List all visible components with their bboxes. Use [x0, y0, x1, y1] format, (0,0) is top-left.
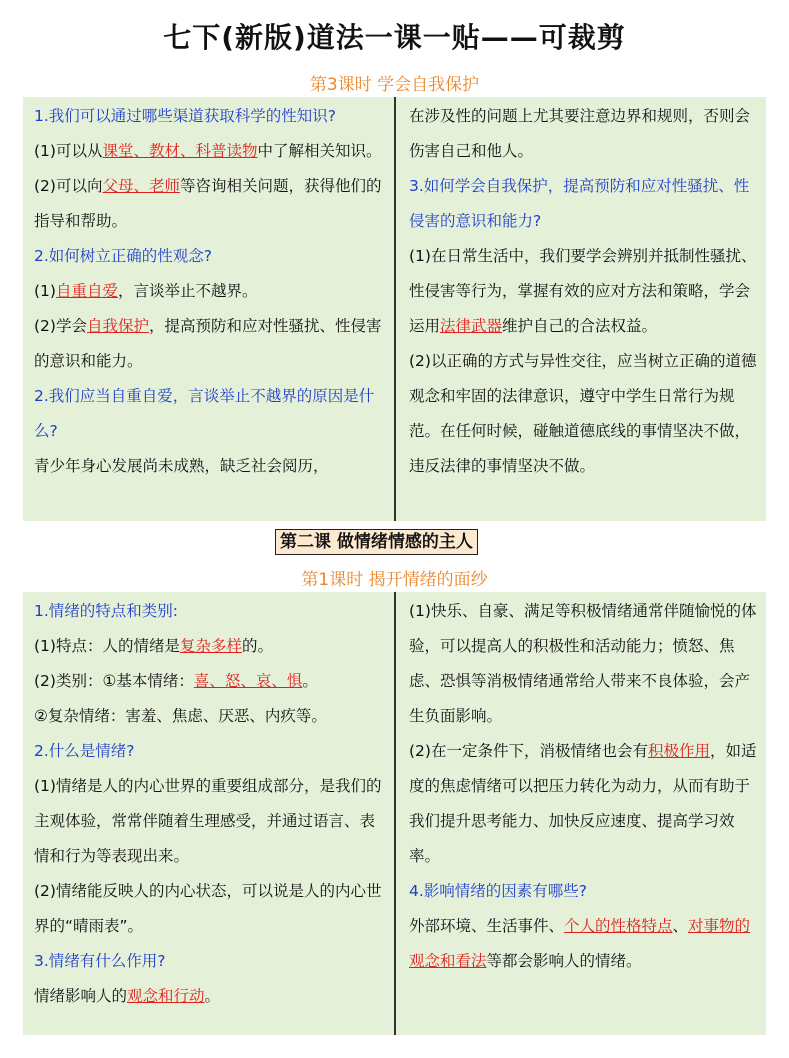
key-point: 父母、老师 — [102, 177, 180, 195]
answer: (2)情绪能反映人的内心状态，可以说是人的内心世界的“晴雨表”。 — [34, 882, 382, 935]
question: 2.什么是情绪? — [34, 742, 135, 760]
question: 1.我们可以通过哪些渠道获取科学的性知识? — [34, 107, 337, 125]
answer: (1)情绪是人的内心世界的重要组成部分，是我们的主观体验，常常伴随着生理感受，并通过语言、表情和行为等表现出来。 — [34, 777, 382, 865]
column-divider — [394, 592, 396, 1035]
question: 4.影响情绪的因素有哪些? — [409, 882, 588, 900]
answer: ②复杂情绪：害羞、焦虑、厌恶、内疚等。 — [34, 707, 327, 725]
answer: (1)可以从课堂、教材、科普读物中了解相关知识。(2)可以向父母、老师等咨询相关问题，获得他们的指导和帮助。 — [34, 142, 382, 230]
answer: (2)以正确的方式与异性交往，应当树立正确的道德观念和牢固的法律意识，遵守中学生日常行为规范。在任何时候，碰触道德底线的事情坚决不做，违反法律的事情坚决不做。 — [409, 352, 757, 475]
key-point: 积极作用 — [647, 742, 710, 760]
answer: (2)在一定条件下，消极情绪也会有积极作用，如适度的焦虑情绪可以把压力转化为动力，从而有助于我们提升思考能力、加快反应速度、提高学习效率。 — [409, 742, 757, 865]
key-point: 自我保护 — [86, 317, 149, 335]
question: 2.我们应当自重自爱，言谈举止不越界的原因是什么? — [34, 387, 375, 440]
key-point: 课堂、教材、科普读物 — [102, 142, 258, 160]
left-column — [34, 99, 387, 484]
key-point: 法律武器 — [440, 317, 503, 335]
question: 3.情绪有什么作用? — [34, 952, 166, 970]
question: 1.情绪的特点和类别: — [34, 602, 179, 620]
key-point: 复杂多样 — [179, 637, 242, 655]
key-point: 观念和行动 — [127, 987, 205, 1005]
answer: 情绪影响人的观念和行动。 — [34, 987, 221, 1005]
question: 2.如何树立正确的性观念? — [34, 247, 213, 265]
answer: 青少年身心发展尚未成熟，缺乏社会阅历， — [34, 457, 329, 475]
answer: 外部环境、生活事件、个人的性格特点、对事物的观念和看法等都会影响人的情绪。 — [409, 917, 751, 970]
key-point: 个人的性格特点 — [564, 917, 673, 935]
question: 3.如何学会自我保护，提高预防和应对性骚扰、性侵害的意识和能力? — [409, 177, 750, 230]
answer: (2)类别：①基本情绪：喜、怒、哀、惧。 — [34, 672, 318, 690]
lesson-title-1: 第3课时 学会自我保护 — [309, 75, 480, 95]
right-column — [409, 594, 759, 979]
chapter-title: 第二课 做情绪情感的主人 — [275, 529, 478, 555]
answer: (2)学会自我保护，提高预防和应对性骚扰、性侵害的意识和能力。 — [34, 317, 382, 370]
key-point: 喜、怒、哀、惧 — [193, 672, 303, 690]
key-point: 自重自爱 — [55, 282, 118, 300]
right-column — [409, 99, 759, 484]
answer: (1)特点：人的情绪是复杂多样的。 — [34, 637, 273, 655]
answer: (1)在日常生活中，我们要学会辨别并抵制性骚扰、性侵害等行为，掌握有效的应对方法和策略，学会运用法律武器维护自己的合法权益。 — [409, 247, 757, 335]
column-divider — [394, 97, 396, 521]
answer: (1)自重自爱，言谈举止不越界。 — [34, 282, 258, 300]
answer: 在涉及性的问题上尤其要注意边界和规则，否则会伤害自己和他人。 — [409, 107, 751, 160]
key-point: 对事物的观念和看法 — [409, 917, 751, 970]
lesson-title-2: 第1课时 揭开情绪的面纱 — [301, 570, 488, 590]
page-title: 七下(新版)道法一课一贴——可裁剪 — [163, 21, 626, 54]
answer: (1)快乐、自豪、满足等积极情绪通常伴随愉悦的体验，可以提高人的积极性和活动能力；愤怒、焦虑、恐惧等消极情绪通常给人带来不良体验，会产生负面影响。 — [409, 602, 757, 725]
knowledge-panel-1 — [23, 97, 766, 521]
left-column — [34, 594, 387, 1014]
knowledge-panel-2 — [23, 592, 766, 1035]
